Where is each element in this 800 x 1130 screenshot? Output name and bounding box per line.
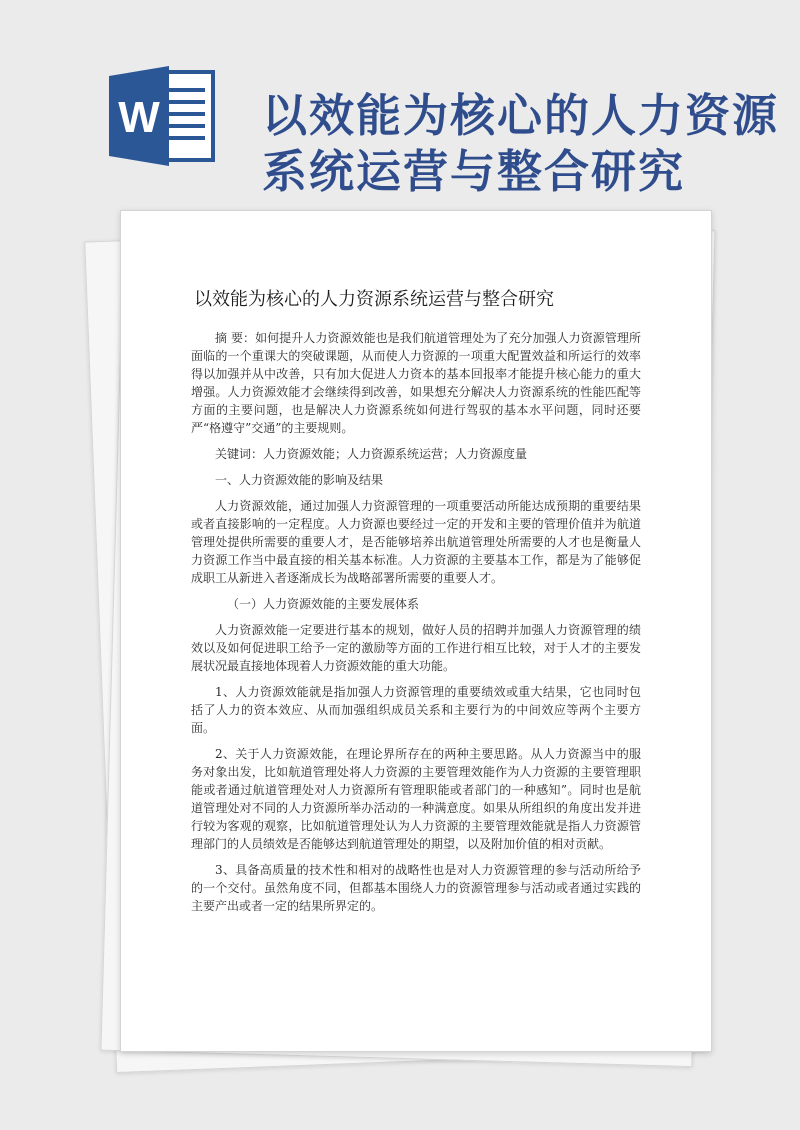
body-paragraph-1: 人力资源效能，通过加强人力资源管理的一项重要活动所能达成预期的重要结果或者直接影响的一定程度。人力资源也要经过一定的开发和主要的管理价值并为航道管理处提供所需要的重要人才，是否能够培养出航道管理处所需要的人才也是衡量人力资源工作当中最直接的相关基本标准。人力资源的主要基本工作，都是为了能够促成职工从新进入者逐渐成长为战略部署所需要的重要人才。 <box>191 499 641 585</box>
body-paragraph-2: 人力资源效能一定要进行基本的规划，做好人员的招聘并加强人力资源管理的绩效以及如何促进职工给予一定的激励等方面的工作进行相互比较，对于人才的主要发展状况最直接地体现着人力资源效能的重大功能。 <box>191 623 641 673</box>
abstract-paragraph: 摘 要：如何提升人力资源效能也是我们航道管理处为了充分加强人力资源管理所面临的一个重课大的突破课题，从而使人力资源的一项重大配置效益和所运行的效率得以加强并从中改善，只有加大促进人力资本的基本回报率才能提升核心能力的重大增强。人力资源效能才会继续得到改善，如果想充分解决人力资源系统的性能匹配等方面的主要问题，也是解决人力资源系统如何进行驾驭的基本水平问题，同时还要严“格遵守”交通”的主要规则。 <box>191 331 641 435</box>
keywords-line: 关键词：人力资源效能；人力资源系统运营；人力资源度量 <box>215 447 528 461</box>
document-page <box>120 210 712 1052</box>
body-paragraph-5: 3、具备高质量的技术性和相对的战略性也是对人力资源管理的参与活动所给予的一个交付。虽然角度不同，但都基本围绕人力的资源管理参与活动或者通过实践的主要产出或者一定的结果所界定的。 <box>191 863 641 913</box>
word-logo-letter: W <box>118 93 160 142</box>
document-body <box>191 329 641 923</box>
section-heading-1: 一、人力资源效能的影响及结果 <box>215 473 384 487</box>
body-paragraph-4: 2、关于人力资源效能，在理论界所存在的两种主要思路。从人力资源当中的服务对象出发，比如航道管理处将人力资源的主要管理效能作为人力资源的主要管理职能或者通过航道管理处对人力资源所有管理职能或者部门的一种感知”。同时也是航道管理处对不同的人力资源所举办活动的一种满意度。如果从所组织的角度出发并进行较为客观的观察，比如航道管理处认为人力资源的主要管理效能就是指人力资源管理部门的人员绩效是否能够达到航道管理处的期望，以及附加价值的相对贡献。 <box>191 747 641 851</box>
document-title: 以效能为核心的人力资源系统运营与整合研究 <box>194 289 554 310</box>
word-document-icon <box>105 62 220 170</box>
subsection-heading-1: （一）人力资源效能的主要发展体系 <box>227 597 420 611</box>
promo-title: 以效能为核心的人力资源系统运营与整合研究 <box>262 89 780 199</box>
body-paragraph-3: 1、人力资源效能就是指加强人力资源管理的重要绩效或重大结果，它也同时包括了人力的资本效应、从而加强组织成员关系和主要行为的中间效应等两个主要方面。 <box>191 685 641 735</box>
